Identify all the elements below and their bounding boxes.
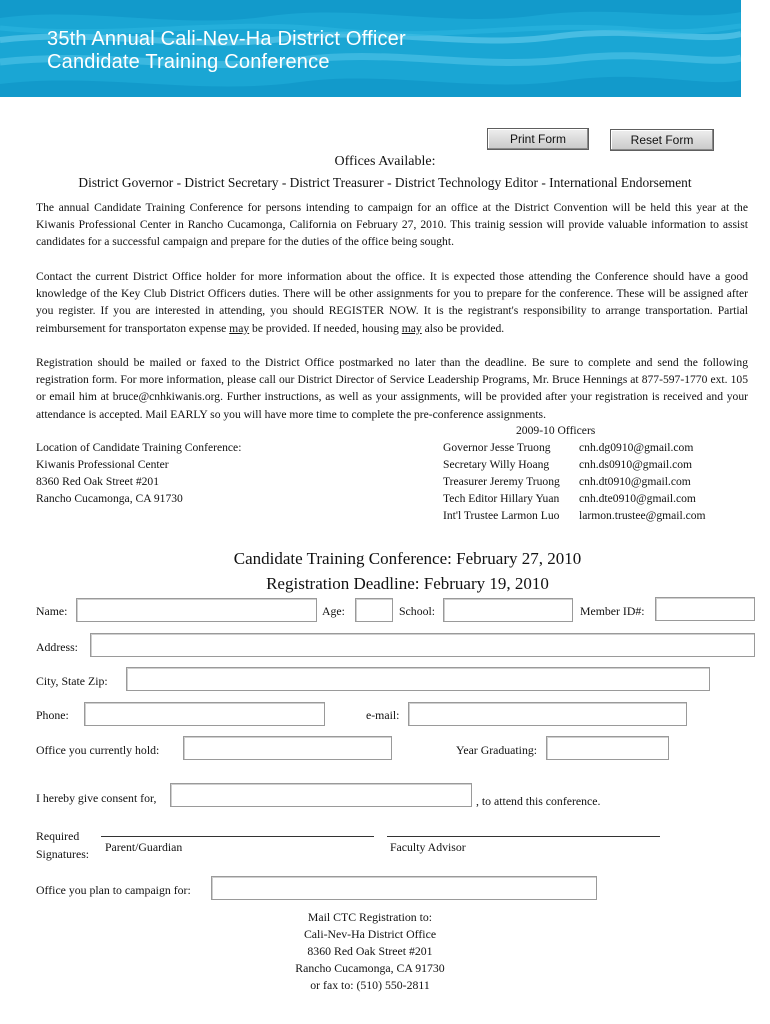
officer-name: Tech Editor Hillary Yuan: [443, 492, 560, 505]
offices-heading: Offices Available:: [334, 154, 436, 169]
conference-date: Candidate Training Conference: February 27, 2010: [233, 549, 582, 568]
email-input[interactable]: [408, 702, 687, 726]
school-input[interactable]: [443, 598, 573, 622]
location-label: Location of Candidate Training Conference:: [36, 441, 242, 454]
officer-email: cnh.dg0910@gmail.com: [579, 441, 694, 454]
location-line-2: 8360 Red Oak Street #201: [36, 475, 160, 488]
phone-label: Phone:: [36, 708, 69, 722]
city-state-zip-label: City, State Zip:: [36, 674, 108, 688]
officers-heading: 2009-10 Officers: [516, 424, 596, 437]
mail-line-4: Rancho Cucamonga, CA 91730: [295, 961, 445, 975]
office-held-input[interactable]: [183, 736, 392, 760]
officer-email: cnh.dt0910@gmail.com: [579, 475, 691, 488]
age-input[interactable]: [355, 598, 393, 622]
office-campaign-label: Office you plan to campaign for:: [36, 883, 191, 897]
name-label: Name:: [36, 604, 68, 618]
title-line-2: Candidate Training Conference: [47, 51, 330, 73]
city-state-zip-input[interactable]: [126, 667, 710, 691]
parent-signature-line[interactable]: [101, 836, 374, 837]
header-banner: [0, 0, 741, 97]
print-form-button[interactable]: Print Form: [487, 128, 589, 150]
address-input[interactable]: [90, 633, 755, 657]
officer-name: Secretary Willy Hoang: [443, 458, 550, 471]
location-line-3: Rancho Cucamonga, CA 91730: [36, 492, 183, 505]
officer-email: cnh.dte0910@gmail.com: [579, 492, 696, 505]
location-line-1: Kiwanis Professional Center: [36, 458, 169, 471]
mail-line-1: Mail CTC Registration to:: [307, 910, 433, 924]
officer-name: Governor Jesse Truong: [443, 441, 551, 454]
age-label: Age:: [322, 604, 345, 618]
address-label: Address:: [36, 640, 78, 654]
year-graduating-input[interactable]: [546, 736, 669, 760]
title-line-1: 35th Annual Cali-Nev-Ha District Officer: [47, 28, 406, 50]
faculty-advisor-label: Faculty Advisor: [390, 840, 466, 854]
mail-line-3: 8360 Red Oak Street #201: [307, 944, 433, 958]
office-held-label: Office you currently hold:: [36, 743, 160, 757]
member-id-input[interactable]: [655, 597, 755, 621]
consent-name-input[interactable]: [170, 783, 472, 807]
officer-email: cnh.ds0910@gmail.com: [579, 458, 693, 471]
phone-input[interactable]: [84, 702, 325, 726]
registration-deadline: Registration Deadline: February 19, 2010: [266, 574, 549, 593]
offices-list: District Governor - District Secretary - District Treasurer - District Technology Editor - International Endorsement: [78, 175, 692, 190]
officer-name: Int'l Trustee Larmon Luo: [443, 509, 560, 522]
contact-paragraph: Contact the current District Office holder for more information about the office. It is expected those attending the Conference should have a good knowledge of the Key Club District Officers duties. There will be other assignments for you to prepare for the conference. These will be assigned after you register. If you are interested in attending, you should REGISTER NOW. It is the registrant's responsibility to arrange transportation. Partial reimbursement for transportaton expense may be provided. If needed, housing may also be provided.: [36, 270, 748, 335]
signatures-label: Signatures:: [36, 847, 90, 861]
parent-guardian-label: Parent/Guardian: [105, 840, 183, 854]
officer-email: larmon.trustee@gmail.com: [579, 509, 706, 522]
office-campaign-input[interactable]: [211, 876, 597, 900]
year-graduating-label: Year Graduating:: [456, 743, 538, 757]
consent-label: I hereby give consent for,: [36, 791, 157, 805]
officer-name: Treasurer Jeremy Truong: [443, 475, 560, 488]
mail-line-5: or fax to: (510) 550-2811: [310, 978, 430, 992]
registration-paragraph: Registration should be mailed or faxed to the District Office postmarked no later than the deadline. Be sure to complete and send the following registration form. For more information, please call our District Director of Service Leadership Programs, Mr. Bruce Hennings at 877-597-1770 ext. 105 or email him at bruce@cnhkiwanis.org. Further instructions, as well as your assignments, will be provided after your registration is received and your attendance is accepted. Mail EARLY so you will have more time to complete the pre-conference assignments.: [36, 356, 748, 421]
school-label: School:: [399, 604, 436, 618]
faculty-signature-line[interactable]: [387, 836, 660, 837]
intro-paragraph: The annual Candidate Training Conference for persons intending to campaign for an office at the District Convention will be held this year at the Kiwanis Professional Center in Rancho Cucamonga, California on February 27, 2010. This trainig session will provide valuable information to assist candidates for a successful campaign and prepare for the duties of the office being sought.: [36, 201, 748, 249]
mail-line-2: Cali-Nev-Ha District Office: [303, 927, 437, 941]
consent-suffix: , to attend this conference.: [476, 794, 601, 808]
email-label: e-mail:: [366, 708, 400, 722]
member-id-label: Member ID#:: [580, 604, 645, 618]
required-label: Required: [36, 829, 80, 843]
reset-form-button[interactable]: Reset Form: [610, 129, 714, 151]
name-input[interactable]: [76, 598, 317, 622]
